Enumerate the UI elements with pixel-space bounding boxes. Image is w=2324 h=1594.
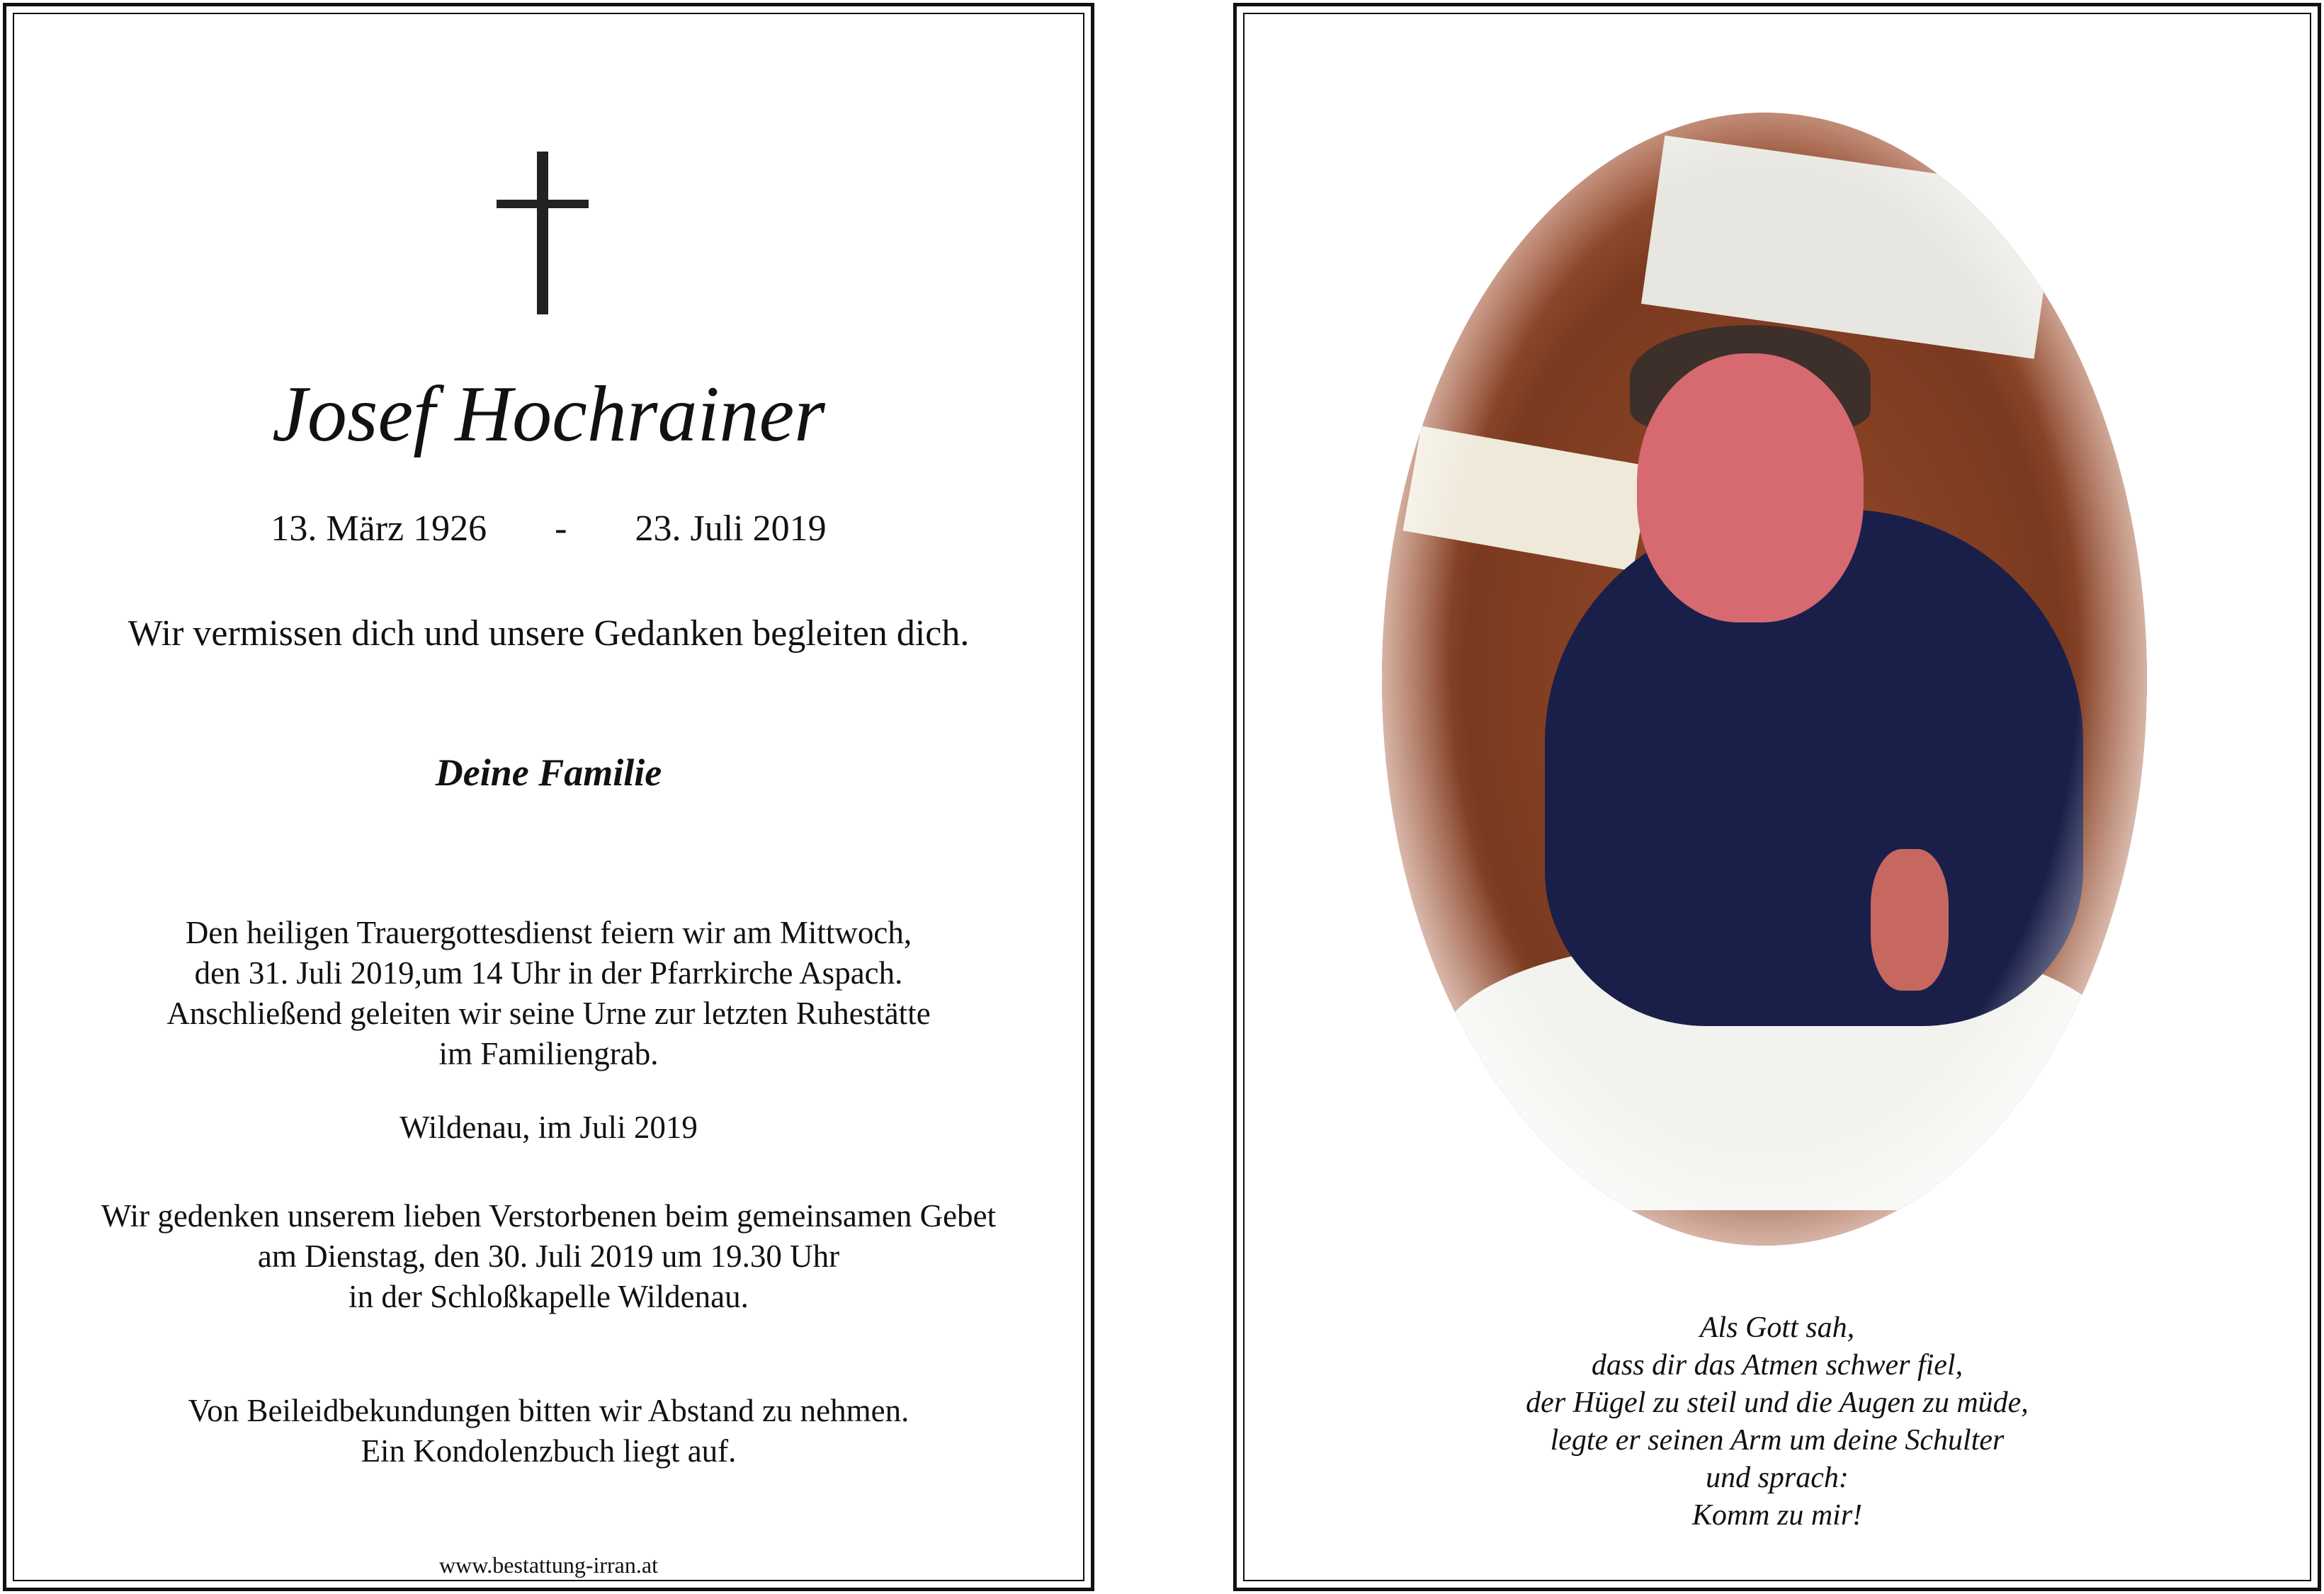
- prayer-line: Wir gedenken unserem lieben Verstorbenen beim gemeinsamen Gebet: [101, 1198, 997, 1234]
- condolence-info: [6, 1391, 1091, 1471]
- cross-icon: [497, 152, 589, 314]
- life-dates: [6, 508, 1091, 549]
- condolence-line: Ein Kondolenzbuch liegt auf.: [361, 1433, 737, 1469]
- service-line: Anschließend geleiten wir seine Urne zur letzten Ruhestätte: [166, 996, 931, 1031]
- deceased-name: Josef Hochrainer: [272, 370, 825, 458]
- tagline: Wir vermissen dich und unsere Gedanken begleiten dich.: [127, 613, 970, 654]
- prayer-line: am Dienstag, den 30. Juli 2019 um 19.30 Uhr: [257, 1239, 840, 1274]
- service-line: im Familiengrab.: [438, 1036, 659, 1071]
- portrait-photo: [1382, 113, 2147, 1246]
- obituary-card-right: [1233, 3, 2321, 1591]
- service-info: [6, 913, 1091, 1074]
- poem-line: Als Gott sah,: [1699, 1311, 1855, 1344]
- place-date: Wildenau, im Juli 2019: [399, 1110, 698, 1145]
- family-signature: Deine Familie: [435, 751, 662, 794]
- poem-line: dass dir das Atmen schwer fiel,: [1591, 1349, 1963, 1382]
- birth-date: 13. März 1926: [271, 508, 487, 549]
- prayer-line: in der Schloßkapelle Wildenau.: [348, 1279, 749, 1314]
- poem-line: und sprach:: [1706, 1462, 1849, 1494]
- poem: [1237, 1309, 2318, 1535]
- poem-line: Komm zu mir!: [1691, 1499, 1863, 1532]
- condolence-line: Von Beileidbekundungen bitten wir Abstand zu nehmen.: [188, 1393, 909, 1428]
- date-separator: -: [555, 508, 567, 549]
- poem-line: legte er seinen Arm um deine Schulter: [1550, 1424, 2005, 1457]
- service-line: den 31. Juli 2019,um 14 Uhr in der Pfarrkirche Aspach.: [194, 955, 903, 991]
- death-date: 23. Juli 2019: [635, 508, 827, 549]
- prayer-info: [6, 1196, 1091, 1317]
- website-link[interactable]: www.bestattung-irran.at: [439, 1552, 658, 1578]
- service-line: Den heiligen Trauergottesdienst feiern wir am Mittwoch,: [185, 915, 912, 950]
- poem-line: der Hügel zu steil und die Augen zu müde,: [1526, 1387, 2029, 1419]
- obituary-card-left: [3, 3, 1094, 1591]
